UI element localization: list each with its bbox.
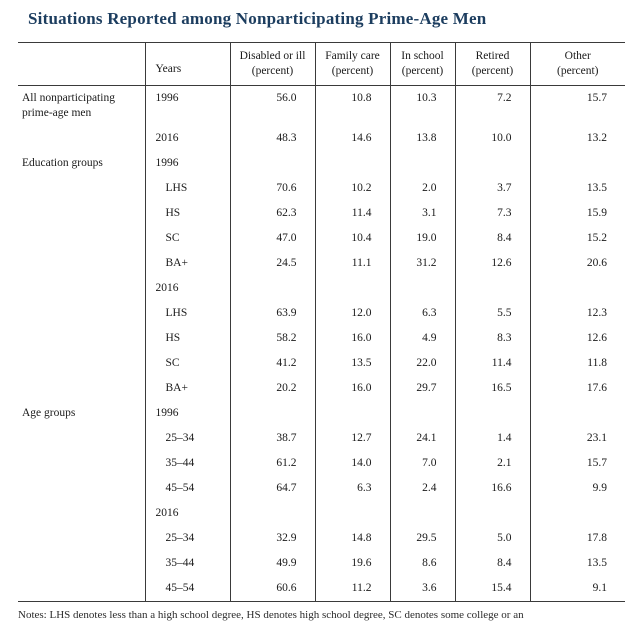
- header-line: Family care: [325, 50, 380, 62]
- header-line: (percent): [401, 65, 444, 77]
- page-title: Situations Reported among Nonparticipating Prime-Age Men: [28, 9, 487, 28]
- row-label: [18, 376, 145, 401]
- row-value: 9.9: [530, 476, 625, 501]
- row-value: 6.3: [315, 476, 390, 501]
- row-value: 38.7: [230, 426, 315, 451]
- row-value: 64.7: [230, 476, 315, 501]
- row-value: 15.9: [530, 201, 625, 226]
- row-value: [455, 401, 530, 426]
- row-year: LHS: [145, 301, 230, 326]
- row-value: 10.3: [390, 86, 455, 127]
- table-row: [18, 276, 625, 301]
- row-year: 1996: [145, 86, 230, 127]
- row-value: 47.0: [230, 226, 315, 251]
- row-label: Education groups: [22, 157, 103, 169]
- row-value: 10.2: [315, 176, 390, 201]
- row-value: 3.1: [390, 201, 455, 226]
- row-value: 15.4: [455, 576, 530, 602]
- row-value: 2.0: [390, 176, 455, 201]
- row-value: 15.2: [530, 226, 625, 251]
- row-value: 49.9: [230, 551, 315, 576]
- row-value: [390, 151, 455, 176]
- row-year: BA+: [145, 376, 230, 401]
- row-year: 25–34: [145, 526, 230, 551]
- row-label: [18, 501, 145, 526]
- row-value: 61.2: [230, 451, 315, 476]
- row-value: [390, 501, 455, 526]
- table-row: [18, 451, 625, 476]
- row-year: 35–44: [145, 551, 230, 576]
- table-row: [18, 426, 625, 451]
- row-value: [315, 501, 390, 526]
- row-value: 7.2: [455, 86, 530, 127]
- row-value: 63.9: [230, 301, 315, 326]
- row-year: SC: [145, 351, 230, 376]
- row-value: 60.6: [230, 576, 315, 602]
- row-value: 3.7: [455, 176, 530, 201]
- row-value: [230, 151, 315, 176]
- table-header: [18, 43, 625, 86]
- row-year: 1996: [145, 401, 230, 426]
- row-year: 2016: [145, 276, 230, 301]
- row-value: 2.1: [455, 451, 530, 476]
- row-value: 32.9: [230, 526, 315, 551]
- row-value: 13.2: [530, 126, 625, 151]
- row-label: Age groups: [22, 407, 76, 419]
- header-retired: [455, 43, 530, 86]
- row-value: 4.9: [390, 326, 455, 351]
- table-row: [18, 251, 625, 276]
- row-value: [530, 401, 625, 426]
- row-value: 13.5: [530, 551, 625, 576]
- row-value: 41.2: [230, 351, 315, 376]
- row-value: 24.5: [230, 251, 315, 276]
- row-value: [530, 501, 625, 526]
- row-value: [315, 276, 390, 301]
- row-value: 48.3: [230, 126, 315, 151]
- row-value: 10.0: [455, 126, 530, 151]
- row-value: 16.0: [315, 326, 390, 351]
- row-value: 58.2: [230, 326, 315, 351]
- row-value: 11.4: [455, 351, 530, 376]
- row-value: [455, 151, 530, 176]
- table-row: [18, 86, 625, 127]
- row-value: 29.5: [390, 526, 455, 551]
- row-label: [18, 301, 145, 326]
- row-value: 8.3: [455, 326, 530, 351]
- row-label: All nonparticipating prime-age men: [22, 92, 115, 119]
- row-value: 11.4: [315, 201, 390, 226]
- row-value: 8.4: [455, 226, 530, 251]
- table-row: [18, 151, 625, 176]
- row-value: 20.6: [530, 251, 625, 276]
- row-value: 62.3: [230, 201, 315, 226]
- table-row: [18, 476, 625, 501]
- row-value: 12.7: [315, 426, 390, 451]
- row-value: 24.1: [390, 426, 455, 451]
- header-line: (percent): [251, 65, 294, 77]
- row-value: 19.6: [315, 551, 390, 576]
- header-line: (percent): [557, 65, 599, 77]
- row-value: 2.4: [390, 476, 455, 501]
- row-value: 12.0: [315, 301, 390, 326]
- situations-table: [18, 42, 625, 602]
- row-label: [18, 126, 145, 151]
- row-year: 1996: [145, 151, 230, 176]
- table-row: [18, 376, 625, 401]
- row-value: 9.1: [530, 576, 625, 602]
- row-value: 12.3: [530, 301, 625, 326]
- row-value: 5.5: [455, 301, 530, 326]
- row-value: 15.7: [530, 86, 625, 127]
- row-value: [315, 401, 390, 426]
- row-value: [390, 401, 455, 426]
- table-row: [18, 351, 625, 376]
- table-row: [18, 226, 625, 251]
- header-other: [530, 43, 625, 86]
- row-value: 8.4: [455, 551, 530, 576]
- row-value: [530, 276, 625, 301]
- row-year: SC: [145, 226, 230, 251]
- row-value: 11.1: [315, 251, 390, 276]
- header-line: In school: [401, 50, 444, 62]
- row-value: 3.6: [390, 576, 455, 602]
- table-body: [18, 86, 625, 602]
- row-label: [18, 251, 145, 276]
- row-value: 16.5: [455, 376, 530, 401]
- row-year: 45–54: [145, 476, 230, 501]
- row-year: 2016: [145, 501, 230, 526]
- row-label: [18, 276, 145, 301]
- row-label: [18, 476, 145, 501]
- table-row: [18, 526, 625, 551]
- row-value: 14.8: [315, 526, 390, 551]
- row-value: 12.6: [455, 251, 530, 276]
- table-row: [18, 576, 625, 602]
- table-row: [18, 551, 625, 576]
- table-row: [18, 126, 625, 151]
- row-value: 29.7: [390, 376, 455, 401]
- row-value: 15.7: [530, 451, 625, 476]
- row-value: 22.0: [390, 351, 455, 376]
- row-label: [18, 576, 145, 602]
- header-line: Other: [564, 50, 591, 62]
- row-value: 14.0: [315, 451, 390, 476]
- row-value: [230, 276, 315, 301]
- row-value: 7.3: [455, 201, 530, 226]
- row-value: 10.8: [315, 86, 390, 127]
- row-value: [455, 276, 530, 301]
- row-value: 16.0: [315, 376, 390, 401]
- row-label: [18, 201, 145, 226]
- row-value: 1.4: [455, 426, 530, 451]
- header-disabled-or-ill: [230, 43, 315, 86]
- header-line: (percent): [471, 65, 514, 77]
- header-empty-cell: [18, 43, 145, 86]
- row-value: 12.6: [530, 326, 625, 351]
- row-year: BA+: [145, 251, 230, 276]
- row-value: 13.5: [315, 351, 390, 376]
- row-label: [18, 176, 145, 201]
- row-value: [230, 501, 315, 526]
- row-value: 13.8: [390, 126, 455, 151]
- row-value: 8.6: [390, 551, 455, 576]
- row-value: 17.6: [530, 376, 625, 401]
- row-value: 31.2: [390, 251, 455, 276]
- row-label: [18, 451, 145, 476]
- row-value: 11.2: [315, 576, 390, 602]
- row-label: [18, 551, 145, 576]
- row-value: 70.6: [230, 176, 315, 201]
- row-value: 14.6: [315, 126, 390, 151]
- row-year: HS: [145, 326, 230, 351]
- table-row: [18, 201, 625, 226]
- row-label: [18, 426, 145, 451]
- table-row: [18, 301, 625, 326]
- row-label: [18, 226, 145, 251]
- row-label: [18, 351, 145, 376]
- row-value: 10.4: [315, 226, 390, 251]
- row-year: 2016: [145, 126, 230, 151]
- row-year: 35–44: [145, 451, 230, 476]
- row-value: [390, 276, 455, 301]
- row-value: 16.6: [455, 476, 530, 501]
- header-row: [18, 43, 625, 86]
- row-value: 20.2: [230, 376, 315, 401]
- row-year: HS: [145, 201, 230, 226]
- row-year: 45–54: [145, 576, 230, 602]
- row-value: [315, 151, 390, 176]
- table-notes: Notes: LHS denotes less than a high school degree, HS denotes high school degree, SC denotes some college or an: [18, 609, 524, 621]
- row-value: [455, 501, 530, 526]
- table-row: [18, 176, 625, 201]
- row-value: 56.0: [230, 86, 315, 127]
- row-value: 23.1: [530, 426, 625, 451]
- row-value: 7.0: [390, 451, 455, 476]
- row-value: [530, 151, 625, 176]
- row-value: 5.0: [455, 526, 530, 551]
- table-row: [18, 326, 625, 351]
- row-label: [18, 526, 145, 551]
- row-value: 6.3: [390, 301, 455, 326]
- row-year: 25–34: [145, 426, 230, 451]
- row-value: 17.8: [530, 526, 625, 551]
- table-row: [18, 501, 625, 526]
- header-line: Retired: [475, 50, 510, 62]
- row-value: 11.8: [530, 351, 625, 376]
- header-line: (percent): [331, 65, 374, 77]
- header-years: Years: [145, 43, 230, 86]
- row-year: LHS: [145, 176, 230, 201]
- row-value: 19.0: [390, 226, 455, 251]
- row-value: [230, 401, 315, 426]
- row-label: [18, 326, 145, 351]
- table-row: [18, 401, 625, 426]
- header-in-school: [390, 43, 455, 86]
- header-line: Disabled or ill: [239, 50, 306, 62]
- row-value: 13.5: [530, 176, 625, 201]
- header-family-care: [315, 43, 390, 86]
